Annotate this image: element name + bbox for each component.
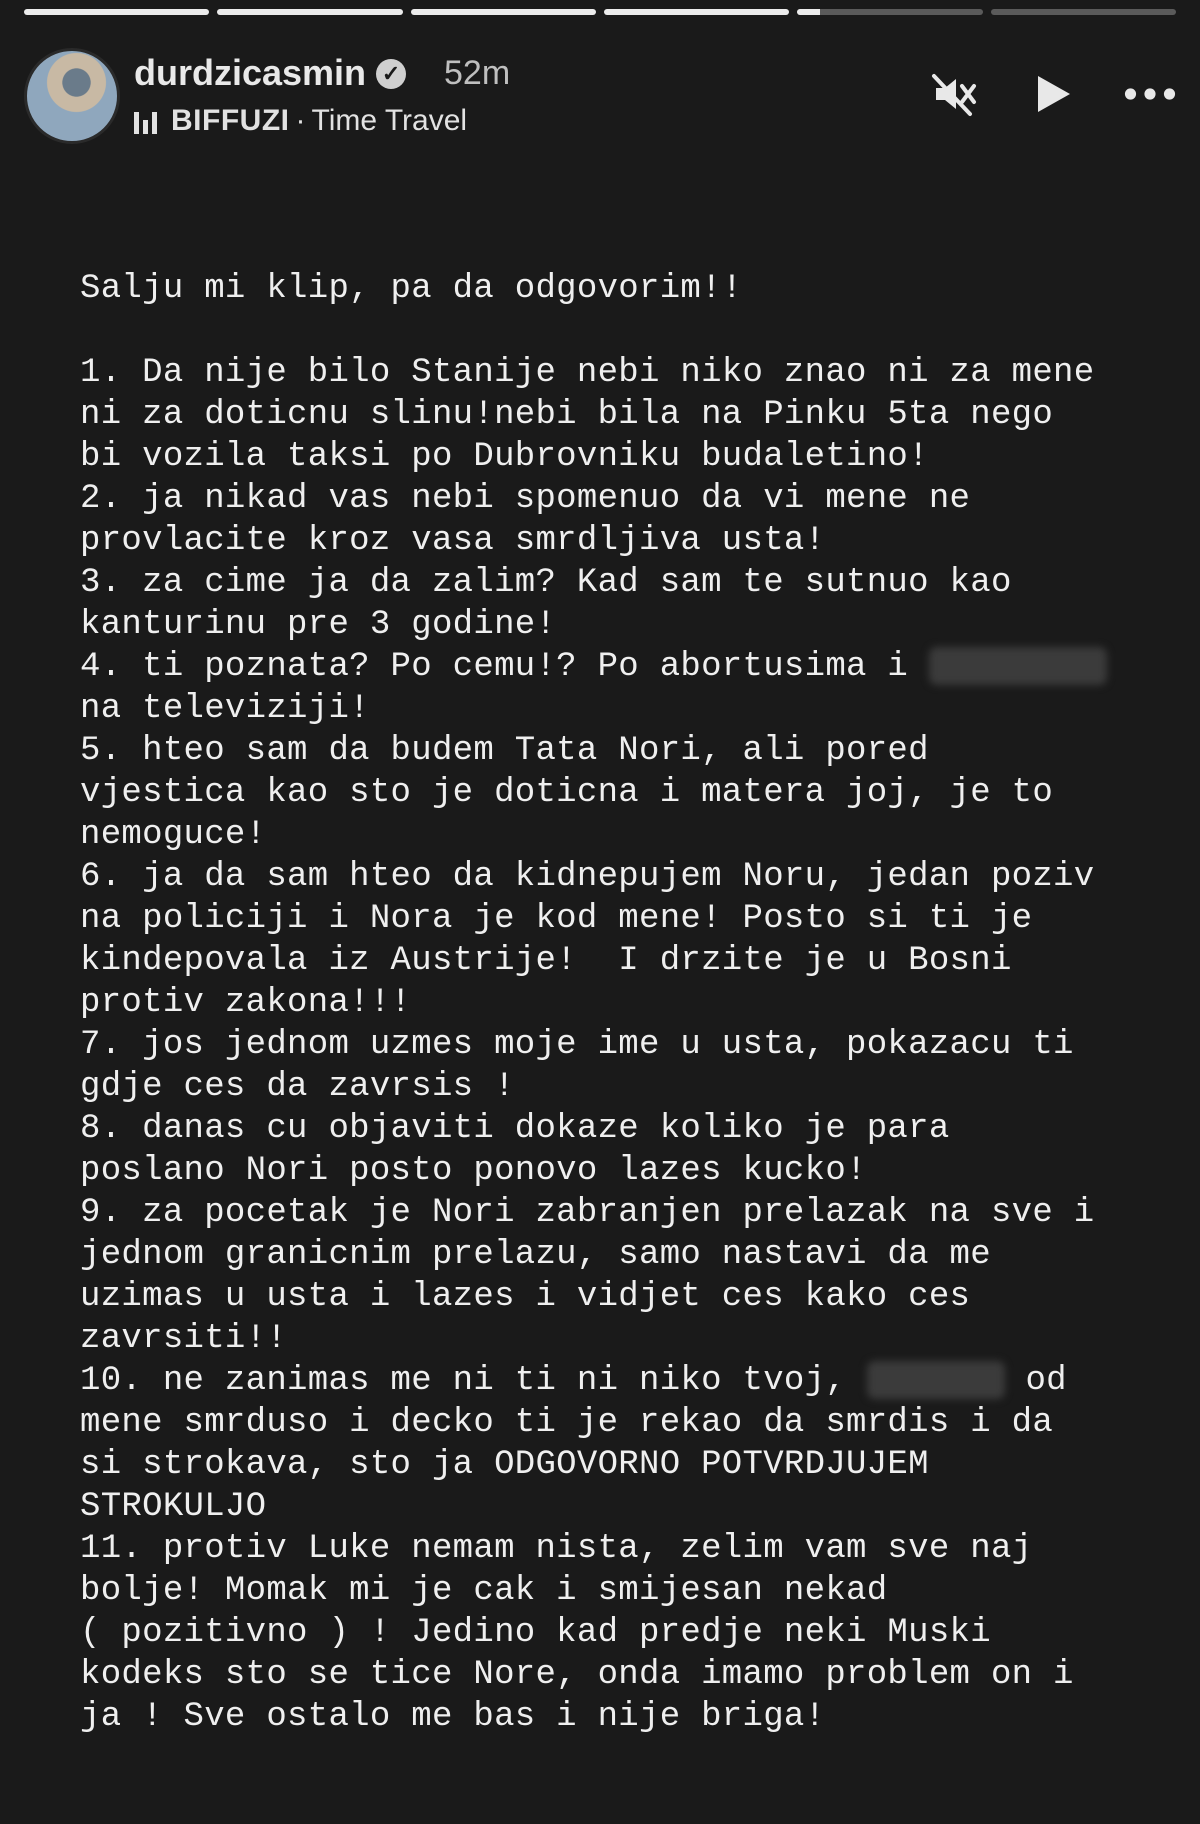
text-line: 9. za pocetak je Nori zabranjen prelazak na sve i <box>80 1194 1095 1232</box>
progress-segment <box>24 9 209 15</box>
text-line: ni za doticnu slinu!nebi bila na Pinku 5ta nego <box>80 396 1054 434</box>
text-line: ( pozitivno ) ! Jedino kad predje neki Muski <box>80 1614 991 1652</box>
text-line: Salju mi klip, pa da odgovorim!! <box>80 270 743 308</box>
text-line: protiv zakona!!! <box>80 984 412 1022</box>
text-line: bi vozila taksi po Dubrovniku budaletino! <box>80 438 929 476</box>
music-separator: · <box>295 104 306 137</box>
text-line: nemoguce! <box>80 816 267 854</box>
text-line: zavrsiti!! <box>80 1320 288 1358</box>
progress-segment <box>217 9 402 15</box>
text-line: 7. jos jednom uzmes moje ime u usta, pokazacu ti <box>80 1026 1074 1064</box>
text-line: 2. ja nikad vas nebi spomenuo da vi mene ne <box>80 480 971 518</box>
text-line <box>80 646 1170 688</box>
text-line: 8. danas cu objaviti dokaze koliko je para <box>80 1110 950 1148</box>
redacted-text <box>867 1361 1005 1399</box>
speaker-muted-icon[interactable] <box>928 68 980 120</box>
progress-fill <box>411 9 596 15</box>
story-controls <box>928 68 1176 120</box>
text-line: kindepovala iz Austrije! I drzite je u Bosni <box>80 942 1012 980</box>
story-text <box>80 268 1170 1738</box>
music-song: Time Travel <box>311 104 468 137</box>
text-line: vjestica kao sto je doticna i matera joj, je to <box>80 774 1054 812</box>
avatar[interactable] <box>24 48 120 144</box>
text-line: kanturinu pre 3 godine! <box>80 606 557 644</box>
progress-segment <box>797 9 982 15</box>
text-segment: od <box>1004 1362 1067 1400</box>
text-segment: 10. ne zanimas me ni ti ni niko tvoj, <box>80 1362 867 1400</box>
music-artist: BIFFUZI <box>171 104 290 137</box>
music-info[interactable] <box>134 104 467 138</box>
username-text[interactable]: durdzicasmin <box>134 52 367 93</box>
more-dots-icon[interactable] <box>1124 68 1176 120</box>
text-line: kodeks sto se tice Nore, onda imamo problem on i <box>80 1656 1074 1694</box>
text-line: uzimas u usta i lazes i vidjet ces kako ces <box>80 1278 971 1316</box>
text-line: 5. hteo sam da budem Tata Nori, ali pored <box>80 732 929 770</box>
text-line: jednom granicnim prelazu, samo nastavi da me <box>80 1236 991 1274</box>
progress-fill <box>217 9 402 15</box>
text-line: si strokava, sto ja ODGOVORNO POTVRDJUJEM <box>80 1446 929 1484</box>
text-line: provlacite kroz vasa smrdljiva usta! <box>80 522 826 560</box>
music-bars-icon <box>134 108 157 134</box>
text-line-blank <box>80 310 1170 352</box>
progress-fill <box>24 9 209 15</box>
timestamp: 52m <box>444 54 511 92</box>
text-line: na policiji i Nora je kod mene! Posto si ti je <box>80 900 1033 938</box>
story-progress-bar <box>24 9 1176 15</box>
progress-fill <box>604 9 789 15</box>
text-line <box>80 1360 1170 1402</box>
text-line: STROKULJO <box>80 1488 267 1526</box>
story-header <box>24 48 1176 144</box>
text-line: mene smrduso i decko ti je rekao da smrdis i da <box>80 1404 1054 1442</box>
text-line: ja ! Sve ostalo me bas i nije briga! <box>80 1698 826 1736</box>
verified-badge-icon: ✓ <box>376 59 406 89</box>
text-line: gdje ces da zavrsis ! <box>80 1068 515 1106</box>
text-line: 3. za cime ja da zalim? Kad sam te sutnuo kao <box>80 564 1012 602</box>
username[interactable] <box>134 52 406 94</box>
text-line: 11. protiv Luke nemam nista, zelim vam sve naj <box>80 1530 1033 1568</box>
text-line: poslano Nori posto ponovo lazes kucko! <box>80 1152 867 1190</box>
redacted-text <box>929 647 1107 685</box>
text-line: bolje! Momak mi je cak i smijesan nekad <box>80 1572 888 1610</box>
text-segment: 4. ti poznata? Po cemu!? Po abortusima i <box>80 648 929 686</box>
progress-segment <box>604 9 789 15</box>
progress-fill <box>797 9 819 15</box>
text-line: 6. ja da sam hteo da kidnepujem Noru, jedan poziv <box>80 858 1095 896</box>
text-line: 1. Da nije bilo Stanije nebi niko znao ni za mene <box>80 354 1095 392</box>
text-line: na televiziji! <box>80 690 370 728</box>
progress-segment <box>991 9 1176 15</box>
progress-segment <box>411 9 596 15</box>
play-icon[interactable] <box>1026 68 1078 120</box>
